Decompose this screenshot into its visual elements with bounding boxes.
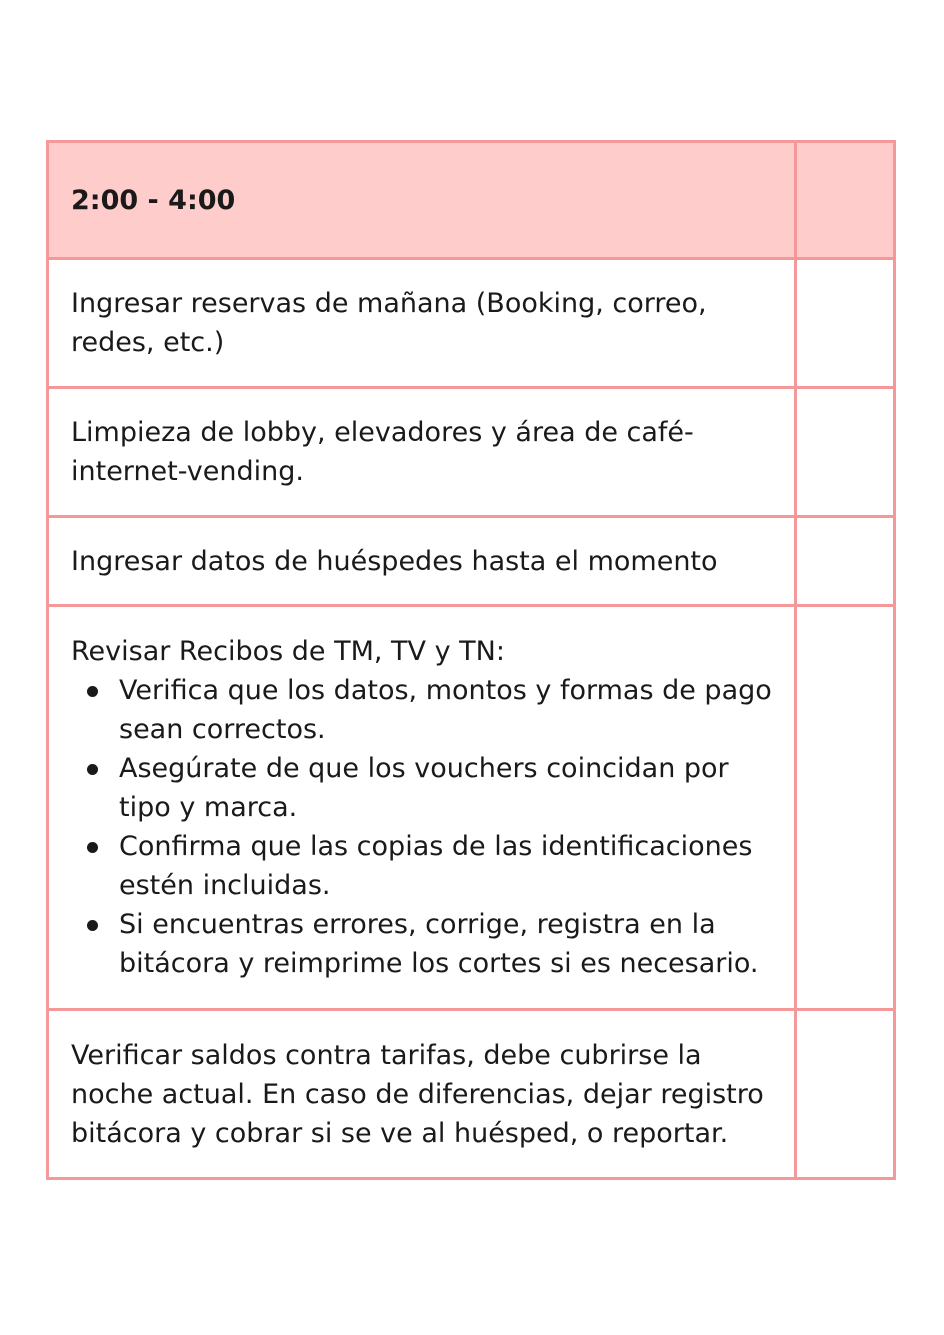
review-bullet-item — [119, 827, 774, 905]
time-header-cell — [48, 142, 796, 259]
task-row — [48, 1010, 895, 1179]
task-text-line: redes, etc.) — [71, 327, 225, 358]
task-text-line: Ingresar datos de huéspedes hasta el momento — [71, 545, 718, 577]
time-range-label: 2:00 - 4:00 — [71, 184, 236, 216]
task-text-line: Limpieza de lobby, elevadores y área de café- — [71, 417, 694, 448]
bullet-text-line: bitácora y reimprime los cortes si es necesario. — [119, 948, 759, 979]
task-text-line: Verificar saldos contra tarifas, debe cubrirse la — [71, 1039, 702, 1071]
task-text-line: internet-vending. — [71, 456, 304, 487]
review-bullet-item — [119, 671, 774, 749]
review-intro: Revisar Recibos de TM, TV y TN: — [71, 636, 505, 667]
task-row — [48, 517, 895, 606]
task-cell — [48, 1010, 796, 1179]
bullet-text-line: estén incluidas. — [119, 870, 331, 901]
task-check-cell[interactable] — [796, 259, 895, 388]
bullet-text-line: Confirma que las copias de las identificaciones — [119, 831, 753, 862]
header-check-cell — [796, 142, 895, 259]
review-bullet-item — [119, 905, 774, 983]
task-cell — [48, 259, 796, 388]
task-check-cell[interactable] — [796, 606, 895, 1010]
bullet-text-line: Asegúrate de que los vouchers coincidan por — [119, 753, 729, 784]
task-cell — [48, 517, 796, 606]
bullet-text-line: tipo y marca. — [119, 792, 298, 823]
task-checklist-table — [46, 140, 896, 1180]
task-check-cell[interactable] — [796, 517, 895, 606]
task-row — [48, 606, 895, 1010]
bullet-text-line: Si encuentras errores, corrige, registra en la — [119, 909, 716, 940]
task-row — [48, 259, 895, 388]
task-check-cell[interactable] — [796, 1010, 895, 1179]
review-bullet-item — [119, 749, 774, 827]
task-cell — [48, 606, 796, 1010]
task-row — [48, 388, 895, 517]
task-check-cell[interactable] — [796, 388, 895, 517]
bullet-text-line: sean correctos. — [119, 714, 326, 745]
task-text-line: Ingresar reservas de mañana (Booking, correo, — [71, 288, 707, 319]
bullet-text-line: Verifica que los datos, montos y formas de pago — [119, 675, 772, 706]
task-text-line: noche actual. En caso de diferencias, dejar registro — [71, 1078, 764, 1110]
time-header-row — [48, 142, 895, 259]
task-text-line: bitácora y cobrar si se ve al huésped, o reportar. — [71, 1117, 729, 1149]
task-cell — [48, 388, 796, 517]
review-bullet-list — [71, 671, 774, 983]
